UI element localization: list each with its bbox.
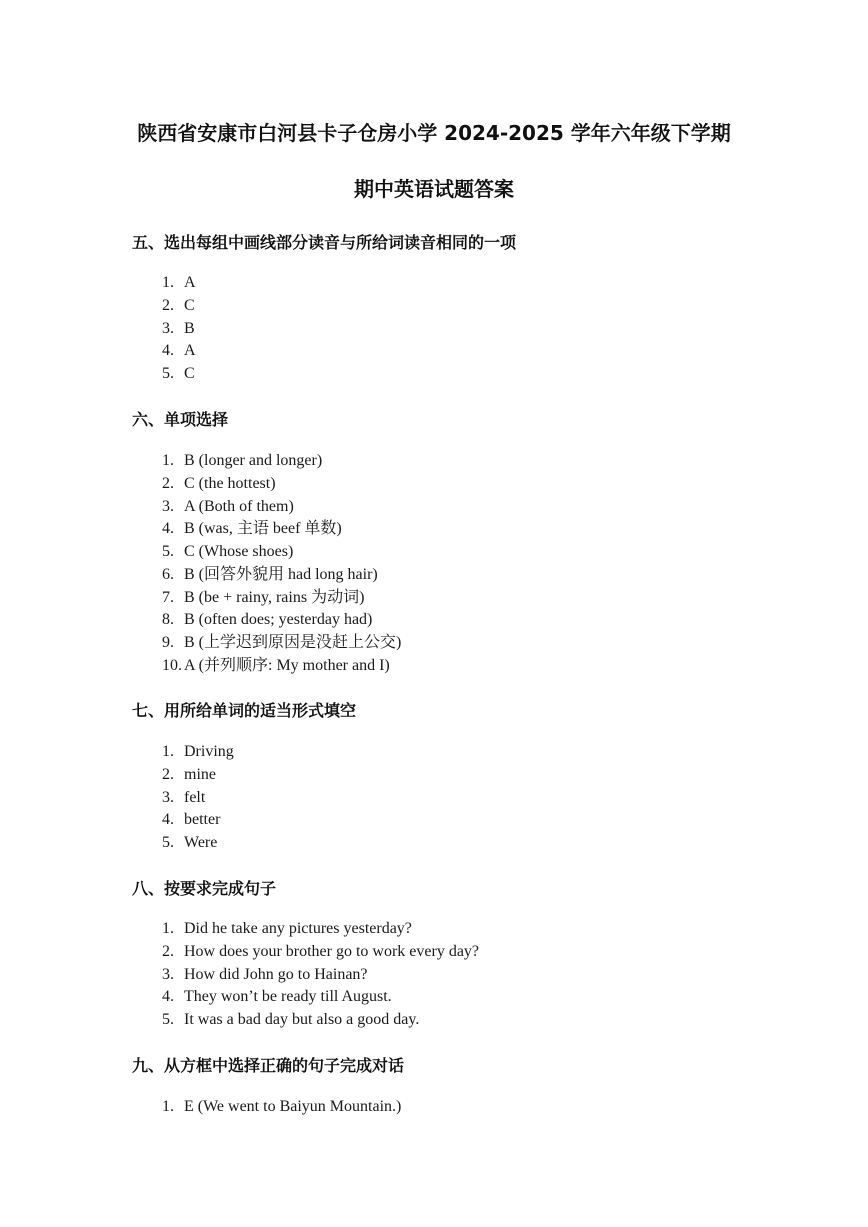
list-item: 10. A (并列顺序: My mother and I) (162, 656, 390, 674)
list-item: 3. B (162, 319, 195, 337)
document-title-line-2: 期中英语试题答案 (354, 177, 514, 201)
list-item: 3. felt (162, 788, 206, 806)
list-item: 4. B (was, 主语 beef 单数) (162, 520, 342, 538)
list-item: 8. B (often does; yesterday had) (162, 611, 373, 629)
section-heading-9: 九、从方框中选择正确的句子完成对话 (132, 1056, 405, 1075)
answer-list-9 (132, 1096, 401, 1119)
list-item: 6. B (回答外貌用 had long hair) (162, 565, 378, 583)
document-title-line-1: 陕西省安康市白河县卡子仓房小学 2024-2025 学年六年级下学期 (137, 121, 731, 145)
list-item: 4. They won’t be ready till August. (162, 988, 392, 1006)
list-item: 1. Did he take any pictures yesterday? (162, 920, 412, 937)
list-item: 4. A (162, 342, 196, 360)
list-item: 3. A (Both of them) (162, 497, 294, 515)
list-item: 7. B (be + rainy, rains 为动词) (162, 588, 365, 606)
section-heading-5: 五、选出每组中画线部分读音与所给词读音相同的一项 (132, 233, 517, 252)
list-item: 1. A (162, 274, 196, 291)
list-item: 2. C (the hottest) (162, 474, 276, 492)
list-item: 2. mine (162, 765, 216, 783)
list-item: 9. B (上学迟到原因是没赶上公交) (162, 634, 402, 651)
list-item: 5. Were (162, 834, 218, 851)
answer-list-8 (132, 918, 479, 1032)
answer-list-6 (132, 450, 401, 678)
list-item: 5. C (162, 365, 195, 382)
list-item: 1. E (We went to Baiyun Mountain.) (162, 1098, 402, 1115)
list-item: 4. better (162, 811, 221, 829)
list-item: 2. C (162, 296, 195, 314)
list-item: 5. C (Whose shoes) (162, 543, 294, 560)
list-item: 1. B (longer and longer) (162, 452, 323, 469)
list-item: 5. It was a bad day but also a good day. (162, 1011, 420, 1028)
section-heading-8: 八、按要求完成句子 (132, 879, 277, 898)
list-item: 2. How does your brother go to work every day? (162, 942, 480, 960)
answer-list-5 (132, 272, 196, 386)
answer-list-7 (132, 741, 234, 855)
section-heading-6: 六、单项选择 (132, 410, 229, 429)
list-item: 1. Driving (162, 743, 234, 760)
section-heading-7: 七、用所给单词的适当形式填空 (132, 701, 357, 720)
list-item: 3. How did John go to Hainan? (162, 965, 368, 983)
